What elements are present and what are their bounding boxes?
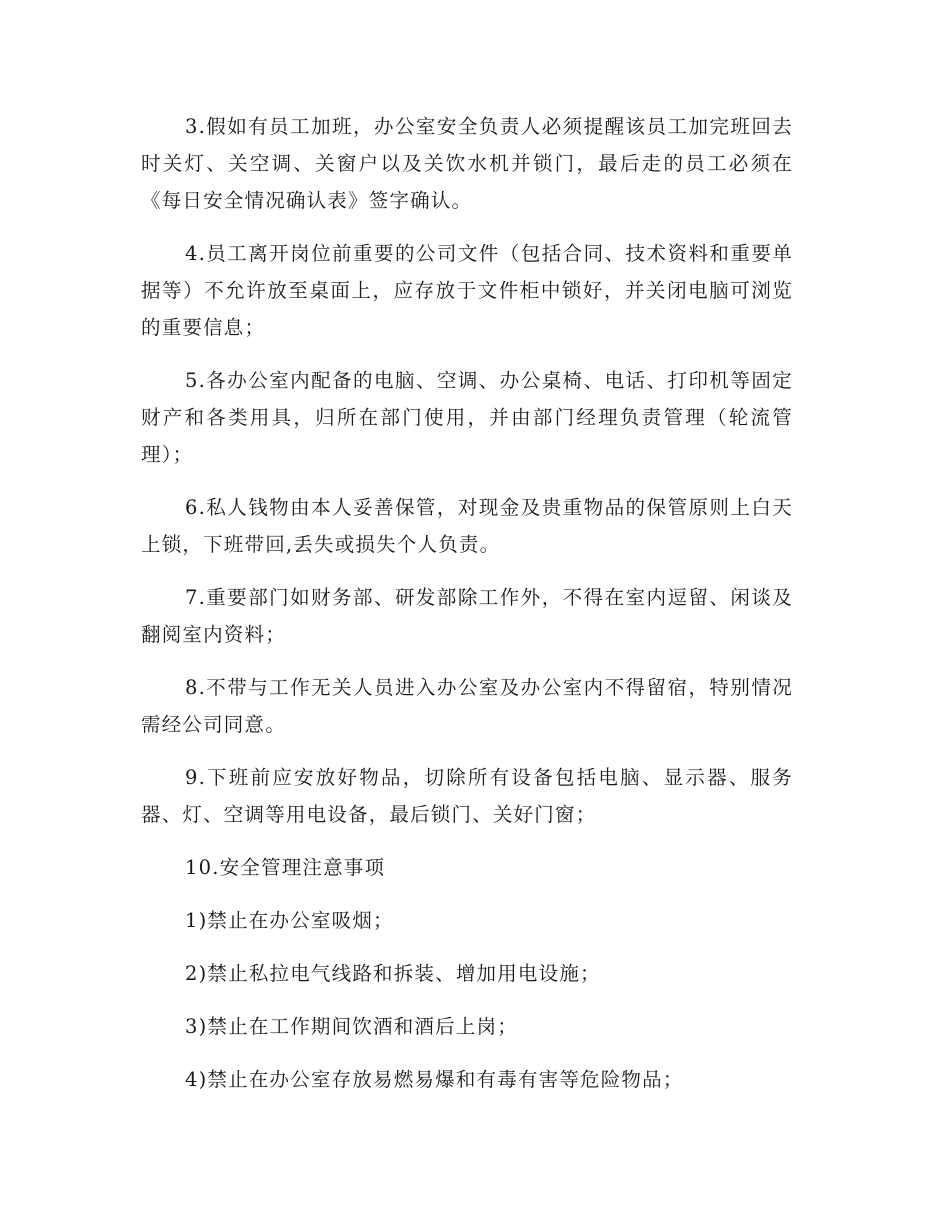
rule-item-4: 4)禁止在办公室存放易燃易爆和有毒有害等危险物品； xyxy=(185,1068,684,1091)
paragraph-item-7: 7.重要部门如财务部、研发部除工作外，不得在室内逗留、闲谈及翻阅室内资料； xyxy=(141,586,793,646)
document-body xyxy=(141,108,793,1114)
rule-item-2: 2)禁止私拉电气线路和拆装、增加用电设施； xyxy=(185,962,601,985)
paragraph-item-3: 3.假如有员工加班，办公室安全负责人必须提醒该员工加完班回去时关灯、关空调、关窗户以及关饮水机并锁门，最后走的员工必须在《每日安全情况确认表》签字确认。 xyxy=(141,115,793,212)
paragraph-item-9: 9.下班前应安放好物品，切除所有设备包括电脑、显示器、服务器、灯、空调等用电设备，最后锁门、关好门窗； xyxy=(141,766,793,826)
paragraph-item-5: 5.各办公室内配备的电脑、空调、办公桌椅、电话、打印机等固定财产和各类用具，归所在部门使用，并由部门经理负责管理（轮流管理）； xyxy=(141,369,793,466)
paragraph-item-8: 8.不带与工作无关人员进入办公室及办公室内不得留宿，特别情况需经公司同意。 xyxy=(141,676,793,736)
paragraph-item-4: 4.员工离开岗位前重要的公司文件（包括合同、技术资料和重要单据等）不允许放至桌面上，应存放于文件柜中锁好，并关闭电脑可浏览的重要信息； xyxy=(141,242,793,339)
section-heading-safety-notes: 10.安全管理注意事项 xyxy=(185,856,386,879)
paragraph-item-6: 6.私人钱物由本人妥善保管，对现金及贵重物品的保管原则上白天上锁，下班带回,丢失或损失个人负责。 xyxy=(141,496,793,556)
rule-item-3: 3)禁止在工作期间饮酒和酒后上岗； xyxy=(185,1015,518,1038)
rule-item-1: 1)禁止在办公室吸烟； xyxy=(185,909,394,932)
